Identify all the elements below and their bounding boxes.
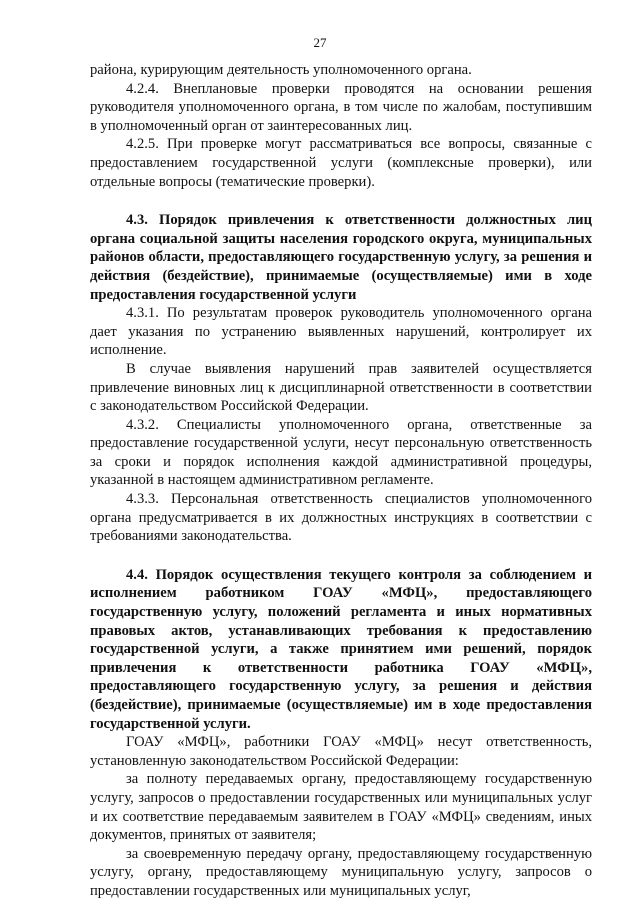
paragraph-mfc-responsibility: ГОАУ «МФЦ», работники ГОАУ «МФЦ» несут ответственность, установленную законодательством Российской Федерации:	[90, 734, 592, 769]
paragraph-4-3-3: 4.3.3. Персональная ответственность специалистов уполномоченного органа предусматривается в их должностных инструкциях в соответствии с требованиями законодательства.	[90, 491, 592, 545]
paragraph-4-2-5: 4.2.5. При проверке могут рассматриваться все вопросы, связанные с предоставлением государственной услуги (комплексные проверки), или отдельные вопросы (тематические проверки).	[90, 136, 592, 190]
document-body	[90, 61, 592, 901]
paragraph-4-3-2: 4.3.2. Специалисты уполномоченного органа, ответственные за предоставление государственной услуги, несут персональную ответственность за сроки и порядок исполнения каждой административной процедуры, указанной в настоящем административном регламенте.	[90, 416, 592, 489]
section-gap	[90, 191, 592, 211]
page-number: 27	[313, 35, 327, 50]
paragraph-4-3-1: 4.3.1. По результатам проверок руководитель уполномоченного органа дает указания по устранению выявленных нарушений, контролирует их исполнение.	[90, 305, 592, 359]
section-heading-4-3: 4.3. Порядок привлечения к ответственности должностных лиц органа социальной защиты населения городского округа, муниципальных районов области, предоставляющего государственную услугу, за решения и действия (бездействие), принимаемые (осуществляемые) ими в ходе предоставления государственной услуги	[90, 212, 592, 303]
section-heading-4-4: 4.4. Порядок осуществления текущего контроля за соблюдением и исполнением работником ГОАУ «МФЦ», предоставляющего государственную услугу, положений регламента и иных нормативных правовых актов, устанавливающих требования к предоставлению государственной услуги, а также принятием ими решений, порядок привлечения к ответственности работника ГОАУ «МФЦ», предоставляющего государственную услугу, за решения и действия (бездействие), принимаемые (осуществляемые) им в ходе предоставления государственной услуги.	[90, 566, 592, 732]
paragraph-timely-transfer: за своевременную передачу органу, предоставляющему государственную услугу, органу, предоставляющему муниципальную услугу, запросов о предоставлении государственных или муниципальных услуг,	[90, 845, 592, 899]
paragraph-4-2-4: 4.2.4. Внеплановые проверки проводятся на основании решения руководителя уполномоченного органа, в том числе по жалобам, поступившим в уполномоченный орган от заинтересованных лиц.	[90, 80, 592, 134]
paragraph-completeness: за полноту передаваемых органу, предоставляющему государственную услугу, запросов о предоставлении государственных или муниципальных услуг и их соответствие передаваемым заявителем в ГОАУ «МФЦ» сведениям, иных документов, принятых от заявителя;	[90, 771, 592, 844]
section-gap	[90, 546, 592, 566]
paragraph-continuation: района, курирующим деятельность уполномоченного органа.	[90, 62, 472, 78]
paragraph-violations: В случае выявления нарушений прав заявителей осуществляется привлечение виновных лиц к дисциплинарной ответственности в соответствии с законодательством Российской Федерации.	[90, 360, 592, 415]
